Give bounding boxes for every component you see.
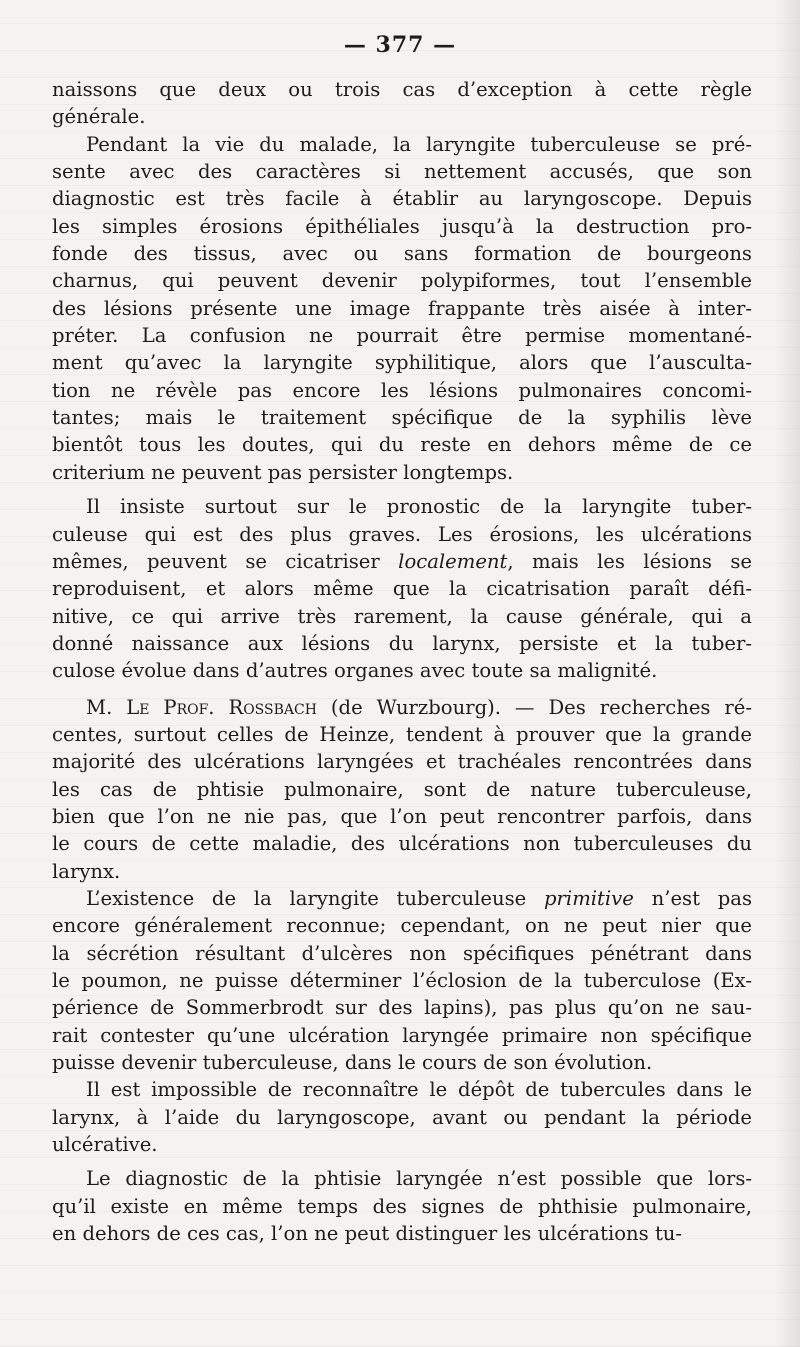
text-line: centes, surtout celles de Heinze, tendent à prouver que la grande	[52, 722, 752, 746]
text-line: ment qu’avec la laryngite syphilitique, alors que l’ausculta-	[52, 351, 752, 375]
text-line: naissons que deux ou trois cas d’exception à cette règle	[52, 78, 752, 101]
paragraph-laryngite-diagnostic	[52, 131, 752, 486]
text-line: des lésions présente une image frappante très aisée à inter-	[52, 296, 752, 320]
text-line: le poumon, ne puisse déterminer l’éclosion de la tuberculose (Ex-	[52, 969, 752, 992]
text-line: sente avec des caractères si nettement accusés, que son	[52, 160, 752, 184]
text-line: bien que l’on ne nie pas, que l’on peut rencontrer parfois, dans	[52, 804, 752, 828]
text-line: encore généralement reconnue; cependant, on ne peut nier que	[52, 914, 752, 938]
text-line: les cas de phtisie pulmonaire, sont de nature tuberculeuse,	[52, 777, 752, 801]
text-line: générale.	[52, 105, 146, 129]
text-line: la sécrétion résultant d’ulcères non spécifiques pénétrant dans	[52, 941, 752, 965]
paragraph-diagnostic-phtisie	[52, 1165, 752, 1247]
text-line: le cours de cette maladie, des ulcérations non tuberculeuses du	[52, 832, 752, 856]
paragraph-primitive	[52, 885, 752, 1076]
text-line: rait contester qu’une ulcération laryngée primaire non spécifique	[52, 1023, 752, 1047]
text-line: reproduisent, et alors même que la cicatrisation paraît défi-	[52, 577, 752, 601]
text-line: fonde des tissus, avec ou sans formation de bourgeons	[52, 242, 752, 266]
paragraph-continuation	[52, 76, 752, 131]
text-line: Il insiste surtout sur le pronostic de la laryngite tuber-	[86, 495, 752, 519]
text-line: Il est impossible de reconnaître le dépôt de tubercules dans le	[86, 1078, 752, 1102]
page-number: — 377 —	[343, 32, 457, 58]
text-line: périence de Sommerbrodt sur des lapins), pas plus qu’on ne sau-	[52, 996, 752, 1020]
text-line: en dehors de ces cas, l’on ne peut distinguer les ulcérations tu-	[52, 1222, 683, 1246]
text-line: majorité des ulcérations laryngées et trachéales rencontrées dans	[52, 750, 752, 774]
text-line: ulcérative.	[52, 1133, 158, 1157]
text-line: Le diagnostic de la phtisie laryngée n’est possible que lors-	[86, 1167, 752, 1191]
paragraph-rossbach	[52, 694, 752, 885]
page-edge-shadow	[774, 0, 800, 1347]
text-line: criterium ne peuvent pas persister longtemps.	[52, 460, 514, 484]
text-line: donné naissance aux lésions du larynx, persiste et la tuber-	[52, 631, 752, 655]
text-line: larynx, à l’aide du laryngoscope, avant ou pendant la période	[52, 1105, 752, 1129]
text-line: bientôt tous les doutes, qui du reste en dehors même de ce	[52, 433, 752, 457]
text-line: tion ne révèle pas encore les lésions pulmonaires concomi-	[52, 378, 752, 402]
text-line: culose évolue dans d’autres organes avec toute sa malignité.	[52, 659, 658, 683]
text-line: M. Le Prof. Rossbach (de Wurzbourg). — Des recherches ré-	[86, 695, 752, 719]
paragraph-pronostic	[52, 493, 752, 684]
text-line: diagnostic est très facile à établir au laryngoscope. Depuis	[52, 187, 752, 211]
text-line: les simples érosions épithéliales jusqu’à la destruction pro-	[52, 214, 752, 238]
text-line: culeuse qui est des plus graves. Les érosions, les ulcérations	[52, 522, 752, 546]
text-line: mêmes, peuvent se cicatriser localement, mais les lésions se	[52, 549, 752, 573]
text-line: Pendant la vie du malade, la laryngite tuberculeuse se pré-	[86, 132, 752, 156]
paragraph-impossible	[52, 1076, 752, 1158]
text-line: préter. La confusion ne pourrait être permise momentané-	[52, 324, 752, 348]
text-line: L’existence de la laryngite tuberculeuse primitive n’est pas	[86, 886, 752, 910]
text-line: puisse devenir tuberculeuse, dans le cours de son évolution.	[52, 1051, 653, 1075]
text-line: tantes; mais le traitement spécifique de la syphilis lève	[52, 406, 752, 430]
text-line: charnus, qui peuvent devenir polypiformes, tout l’ensemble	[52, 269, 752, 293]
body-text	[52, 76, 752, 1247]
text-line: larynx.	[52, 859, 121, 883]
text-line: qu’il existe en même temps des signes de phthisie pulmonaire,	[52, 1194, 752, 1218]
text-line: nitive, ce qui arrive très rarement, la cause générale, qui a	[52, 604, 752, 628]
